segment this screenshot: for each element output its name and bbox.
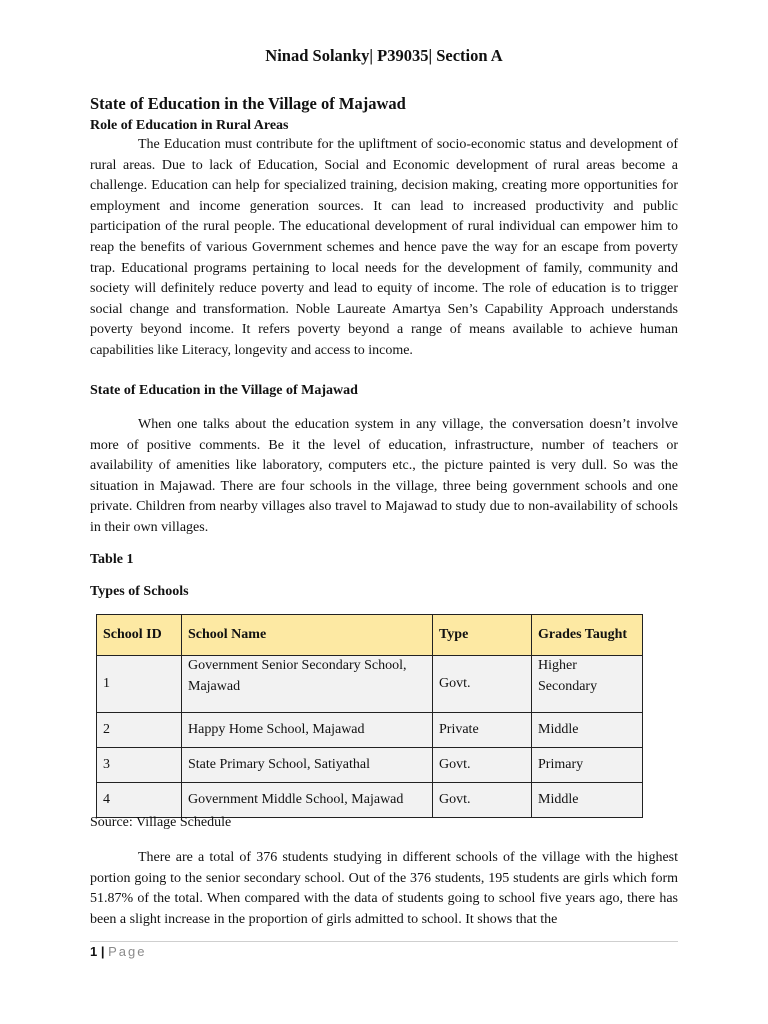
column-header-school-id: School ID xyxy=(97,615,182,656)
table-cell: Happy Home School, Majawad xyxy=(182,713,433,748)
document-header: Ninad Solanky| P39035| Section A xyxy=(265,46,503,65)
table-cell: Middle xyxy=(532,783,643,818)
table-cell: Government Middle School, Majawad xyxy=(182,783,433,818)
column-header-school-name: School Name xyxy=(182,615,433,656)
section-body-role: The Education must contribute for the upliftment of socio-economic status and development of rural areas. Due to lack of Education, Social and Economic development of rural areas become a challenge. Education can help for specialized training, decision making, creating more opportunities for employment and income generation sources. It can lead to increased productivity and public participation of the rural people. The educational development of rural individual can empower him to reap the benefits of various Government schemes and hence pave the way for an escape from poverty trap. Educational programs pertaining to local needs for the development of family, community and society will definitely reduce poverty and lead to equity of income. The role of education is to trigger social change and transformation. Noble Laureate Amartya Sen’s Capability Approach understands poverty beyond income. It refers poverty beyond a range of means available to achieve human capabilities like Literacy, longevity and access to income. xyxy=(90,137,678,358)
table-source: Source: Village Schedule xyxy=(90,815,232,830)
table-cell: Govt. xyxy=(433,656,532,713)
table-cell: 1 xyxy=(97,656,182,713)
footer-divider xyxy=(90,941,678,942)
table-row xyxy=(97,783,643,818)
section-body-students: There are a total of 376 students studying in different schools of the village with the highest portion going to the senior secondary school. Out of the 376 students, 195 students are girls which form 51.87% of the total. When compared with the data of students going to school five years ago, there has been a slight increase in the proportion of girls admitted to school. It shows that the xyxy=(90,850,678,927)
table-cell: 3 xyxy=(97,748,182,783)
page-number: 1 xyxy=(90,944,98,959)
table-title: Types of Schools xyxy=(90,584,189,599)
page-title: State of Education in the Village of Majawad xyxy=(90,94,406,113)
column-header-grades: Grades Taught xyxy=(532,615,643,656)
table-row xyxy=(97,656,643,713)
table-label: Table 1 xyxy=(90,552,134,567)
table-cell: 2 xyxy=(97,713,182,748)
table-cell: Middle xyxy=(532,713,643,748)
table-cell: 4 xyxy=(97,783,182,818)
section-heading-state: State of Education in the Village of Majawad xyxy=(90,383,358,398)
section-body-state: When one talks about the education system in any village, the conversation doesn’t involve more of positive comments. Be it the level of education, infrastructure, number of teachers or availability of amenities like laboratory, computers etc., the picture painted is very dull. So was the situation in Majawad. There are four schools in the village, three being government schools and one private. Children from nearby villages also travel to Majawad to study due to non-availability of schools in their own villages. xyxy=(90,417,678,535)
table-row xyxy=(97,748,643,783)
table-cell: Primary xyxy=(532,748,643,783)
table-cell: Govt. xyxy=(433,748,532,783)
table-header-row xyxy=(97,615,643,656)
column-header-type: Type xyxy=(433,615,532,656)
schools-table xyxy=(96,614,643,818)
footer-separator: | xyxy=(97,944,109,959)
table-row xyxy=(97,713,643,748)
page-label: Page xyxy=(108,944,147,959)
page-footer xyxy=(90,944,146,959)
section-heading-role: Role of Education in Rural Areas xyxy=(90,118,289,133)
table-cell: State Primary School, Satiyathal xyxy=(182,748,433,783)
table-cell: Higher Secondary xyxy=(532,656,643,713)
table-cell: Govt. xyxy=(433,783,532,818)
table-cell: Government Senior Secondary School, Majawad xyxy=(182,656,433,713)
table-cell: Private xyxy=(433,713,532,748)
